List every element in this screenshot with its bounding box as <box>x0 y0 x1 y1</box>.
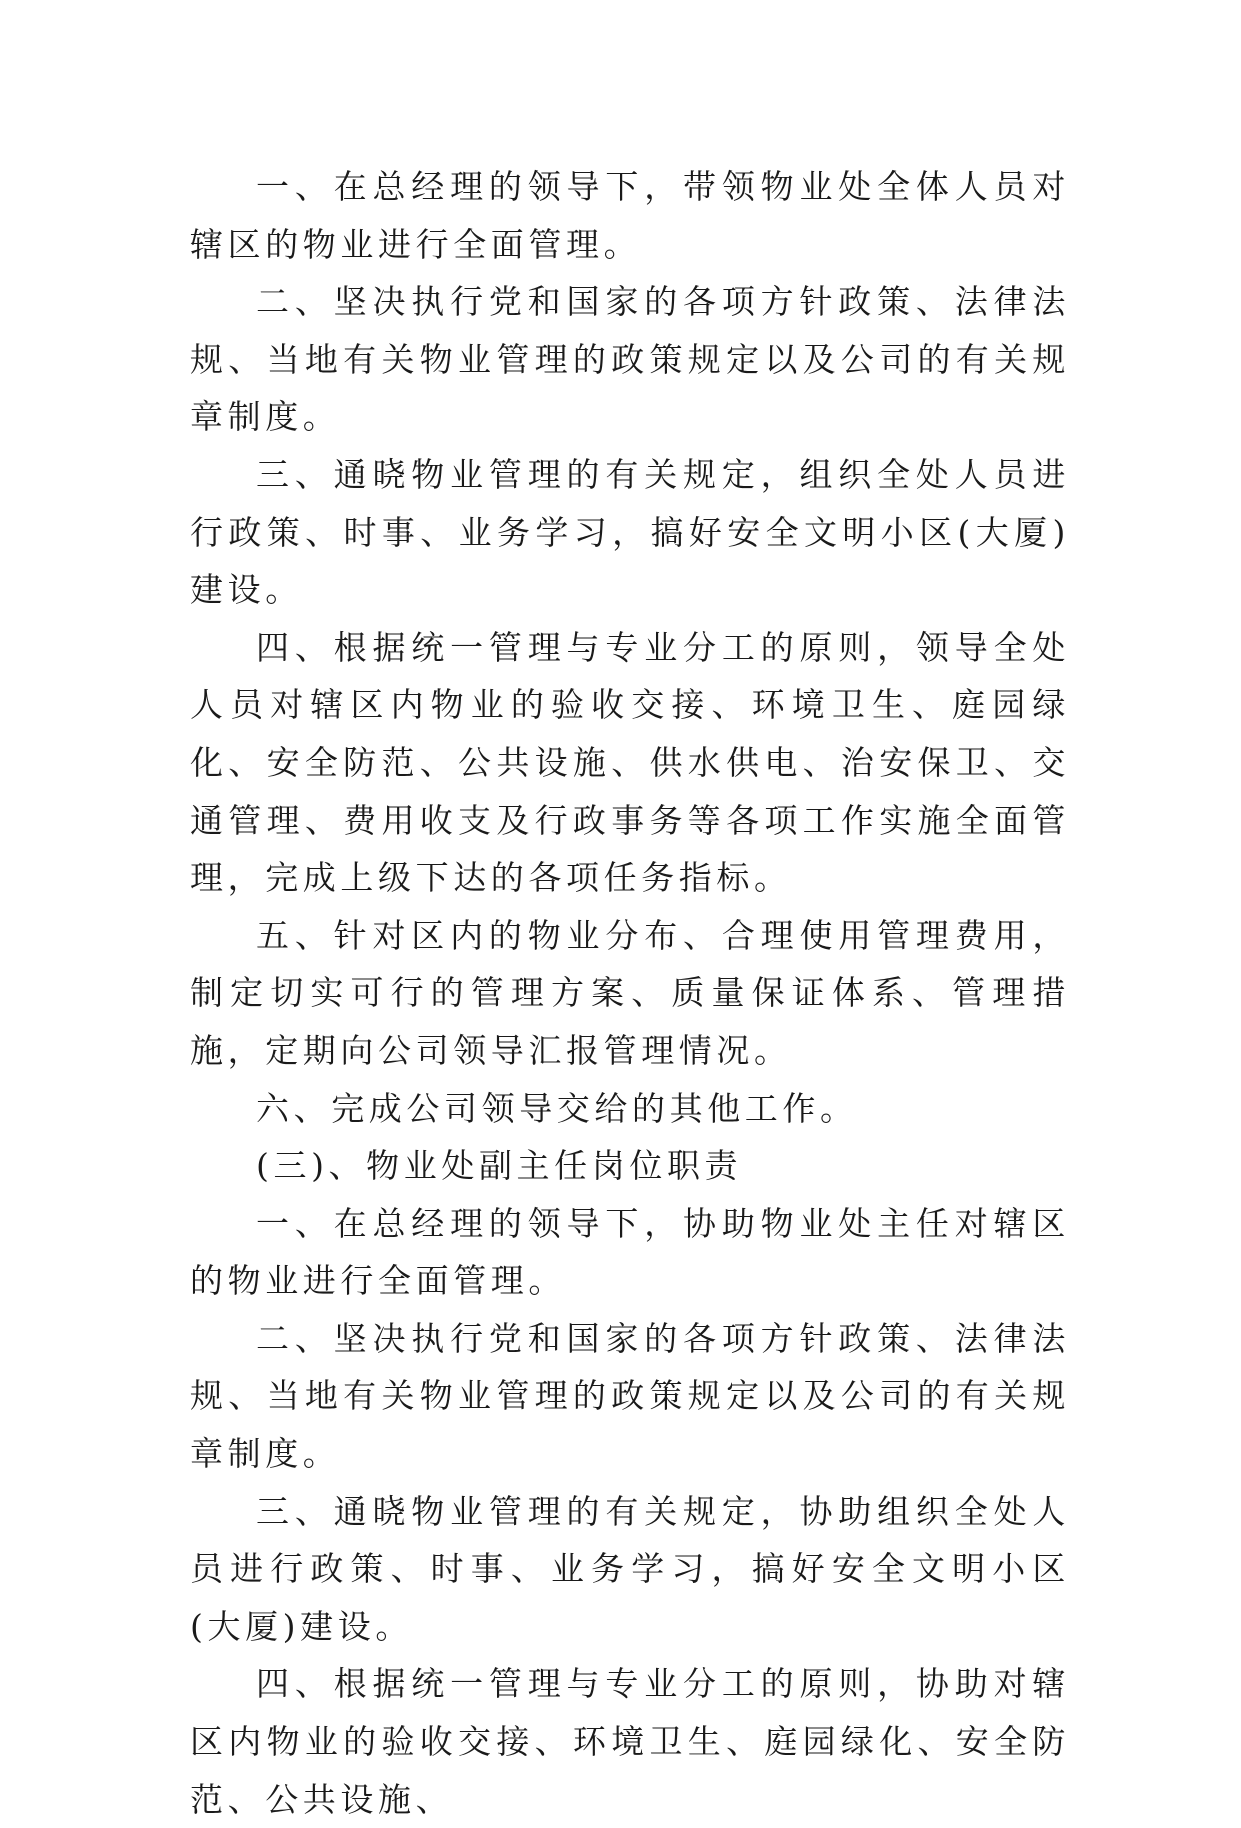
paragraph-7: 一、在总经理的领导下，协助物业处主任对辖区的物业进行全面管理。 <box>190 1203 1070 1301</box>
paragraph-10: 四、根据统一管理与专业分工的原则，协助对辖区内物业的验收交接、环境卫生、庭园绿化、安全防范、公共设施、 <box>190 1664 1070 1819</box>
document-body <box>190 158 1070 1828</box>
paragraph-2: 二、坚决执行党和国家的各项方针政策、法律法规、当地有关物业管理的政策规定以及公司的有关规章制度。 <box>190 282 1070 437</box>
paragraph-6: 六、完成公司领导交给的其他工作。 <box>256 1088 858 1128</box>
paragraph-4: 四、根据统一管理与专业分工的原则，领导全处人员对辖区内物业的验收交接、环境卫生、庭园绿化、安全防范、公共设施、供水供电、治安保卫、交通管理、费用收支及行政事务等各项工作实施全面管理，完成上级下达的各项任务指标。 <box>190 627 1070 898</box>
paragraph-9: 三、通晓物业管理的有关规定，协助组织全处人员进行政策、时事、业务学习，搞好安全文明小区(大厦)建设。 <box>190 1491 1070 1646</box>
section-heading: (三)、物业处副主任岗位职责 <box>256 1146 743 1186</box>
paragraph-1: 一、在总经理的领导下，带领物业处全体人员对辖区的物业进行全面管理。 <box>190 167 1070 264</box>
paragraph-3: 三、通晓物业管理的有关规定，组织全处人员进行政策、时事、业务学习，搞好安全文明小区(大厦)建设。 <box>190 454 1070 610</box>
paragraph-5: 五、针对区内的物业分布、合理使用管理费用，制定切实可行的管理方案、质量保证体系、管理措施，定期向公司领导汇报管理情况。 <box>190 915 1070 1070</box>
paragraph-8: 二、坚决执行党和国家的各项方针政策、法律法规、当地有关物业管理的政策规定以及公司的有关规章制度。 <box>190 1318 1070 1474</box>
